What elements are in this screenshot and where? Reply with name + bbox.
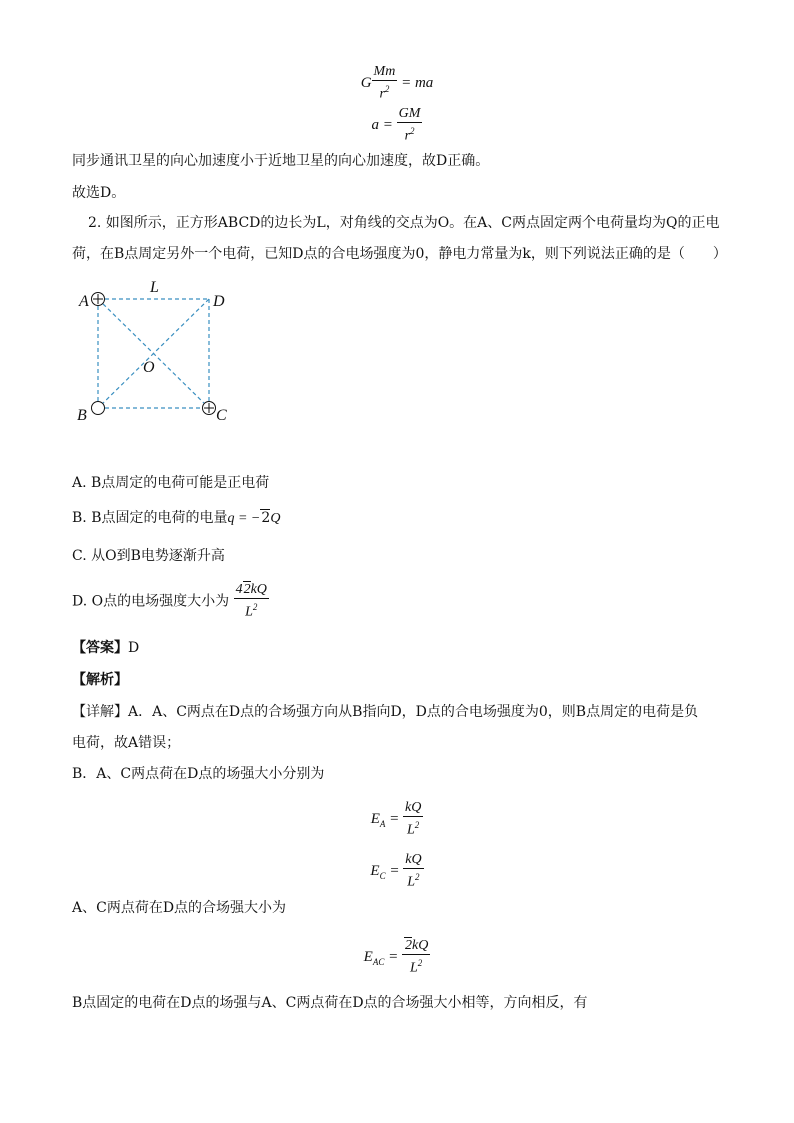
eq1-denominator: r <box>379 86 385 102</box>
last-line: B点固定的电荷在D点的场强与A、C两点荷在D点的合场强大小相等，方向相反，有 <box>72 995 588 1011</box>
label-A: A <box>79 293 89 310</box>
option-D-den-L: L <box>245 604 253 620</box>
combined-line: A、C两点荷在D点的合场强大小为 <box>72 900 287 916</box>
conclusion-line: 同步通讯卫星的向心加速度小于近地卫星的向心加速度，故D正确。 <box>72 153 490 169</box>
eq1-G: G <box>360 74 372 91</box>
option-B-Q: Q <box>270 511 281 526</box>
eq-EAC <box>0 938 794 977</box>
label-C: C <box>216 407 227 424</box>
square-figure <box>70 276 240 426</box>
eq2-lhs: a = <box>371 116 393 133</box>
eq-EAC-E: E <box>363 948 373 965</box>
eq1-rhs: = ma <box>401 74 434 91</box>
option-D-num-4: 4 <box>235 582 243 597</box>
charge-B-circle <box>92 402 105 415</box>
eq-EC-sub: C <box>379 870 386 881</box>
answer-tag: 【答案】 <box>72 640 128 656</box>
gravity-equation <box>0 64 794 103</box>
option-B <box>72 508 280 529</box>
option-D-fraction <box>234 582 269 621</box>
choose-line: 故选D。 <box>72 185 126 201</box>
eq1-fraction <box>372 64 398 103</box>
eq1-numerator: Mm <box>373 64 396 79</box>
label-O: O <box>143 359 155 376</box>
question-line-1: 2. 如图所示，正方形ABCD的边长为L，对角线的交点为O。在A、C两点固定两个电荷量均为Q的正电 <box>88 215 720 231</box>
eq-EA-exp: 2 <box>414 820 420 830</box>
eq-EAC-equals: = <box>388 948 399 965</box>
eq-EC-E: E <box>370 862 380 879</box>
eq-EAC-num-sqrt: 2 <box>404 938 412 953</box>
question-line-2: 荷，在B点周定另外一个电荷，已知D点的合电场强度为0，静电力常量为k，则下列说法正确的是（ ） <box>72 246 727 262</box>
eq2-numerator: GM <box>398 106 421 121</box>
eq-EC-fraction <box>403 852 423 891</box>
eq2-exponent: 2 <box>410 126 415 136</box>
eq-EA-den: L <box>407 822 415 838</box>
option-D-den-exp: 2 <box>252 602 258 612</box>
option-C: C. 从O到B电势逐渐升高 <box>72 548 225 564</box>
eq2-fraction <box>397 106 423 145</box>
eq-EA <box>0 800 794 839</box>
option-B-math: q = − <box>227 511 261 526</box>
label-L: L <box>150 279 159 296</box>
eq-EA-fraction <box>403 800 423 839</box>
answer-line <box>72 638 139 658</box>
eq-EC <box>0 852 794 891</box>
eq-EC-den: L <box>407 874 416 890</box>
eq-EC-equals: = <box>389 862 400 879</box>
eq-EAC-den: L <box>410 960 418 976</box>
option-D <box>72 582 269 621</box>
acceleration-equation <box>0 106 794 145</box>
option-B-text: B. B点固定的电荷的电量 <box>72 510 228 526</box>
eq1-exponent: 2 <box>384 84 390 94</box>
option-B-sqrt: 2 <box>261 510 271 526</box>
eq-EA-num: kQ <box>404 800 422 815</box>
detail-line-1: 【详解】A．A、C两点在D点的合场强方向从B指向D，D点的合电场强度为0，则B点周定的电荷是负 <box>72 704 699 720</box>
detail-line-2: 电荷，故A错误； <box>72 735 181 751</box>
eq-EAC-num-kQ: kQ <box>411 938 429 953</box>
eq-EA-E: E <box>370 810 380 827</box>
eq-EAC-fraction <box>402 938 430 977</box>
option-A: A. B点周定的电荷可能是正电荷 <box>72 475 270 491</box>
option-D-num-sqrt: 2 <box>243 582 251 597</box>
label-D: D <box>213 293 225 310</box>
eq-EA-sub: A <box>379 818 386 829</box>
eq-EC-num: kQ <box>405 852 422 867</box>
analysis-tag: 【解析】 <box>72 672 128 688</box>
detail-line-3: B．A、C两点荷在D点的场强大小分别为 <box>72 766 325 782</box>
eq-EA-equals: = <box>389 810 400 827</box>
eq-EC-exp: 2 <box>415 872 420 882</box>
eq2-denominator: r <box>404 128 411 144</box>
answer-value: D <box>128 640 140 656</box>
label-B: B <box>77 407 87 424</box>
option-D-num-kQ: kQ <box>250 582 267 597</box>
eq-EAC-exp: 2 <box>417 958 423 968</box>
eq-EAC-sub: AC <box>372 956 385 967</box>
option-D-text: D. O点的电场强度大小为 <box>72 593 230 610</box>
